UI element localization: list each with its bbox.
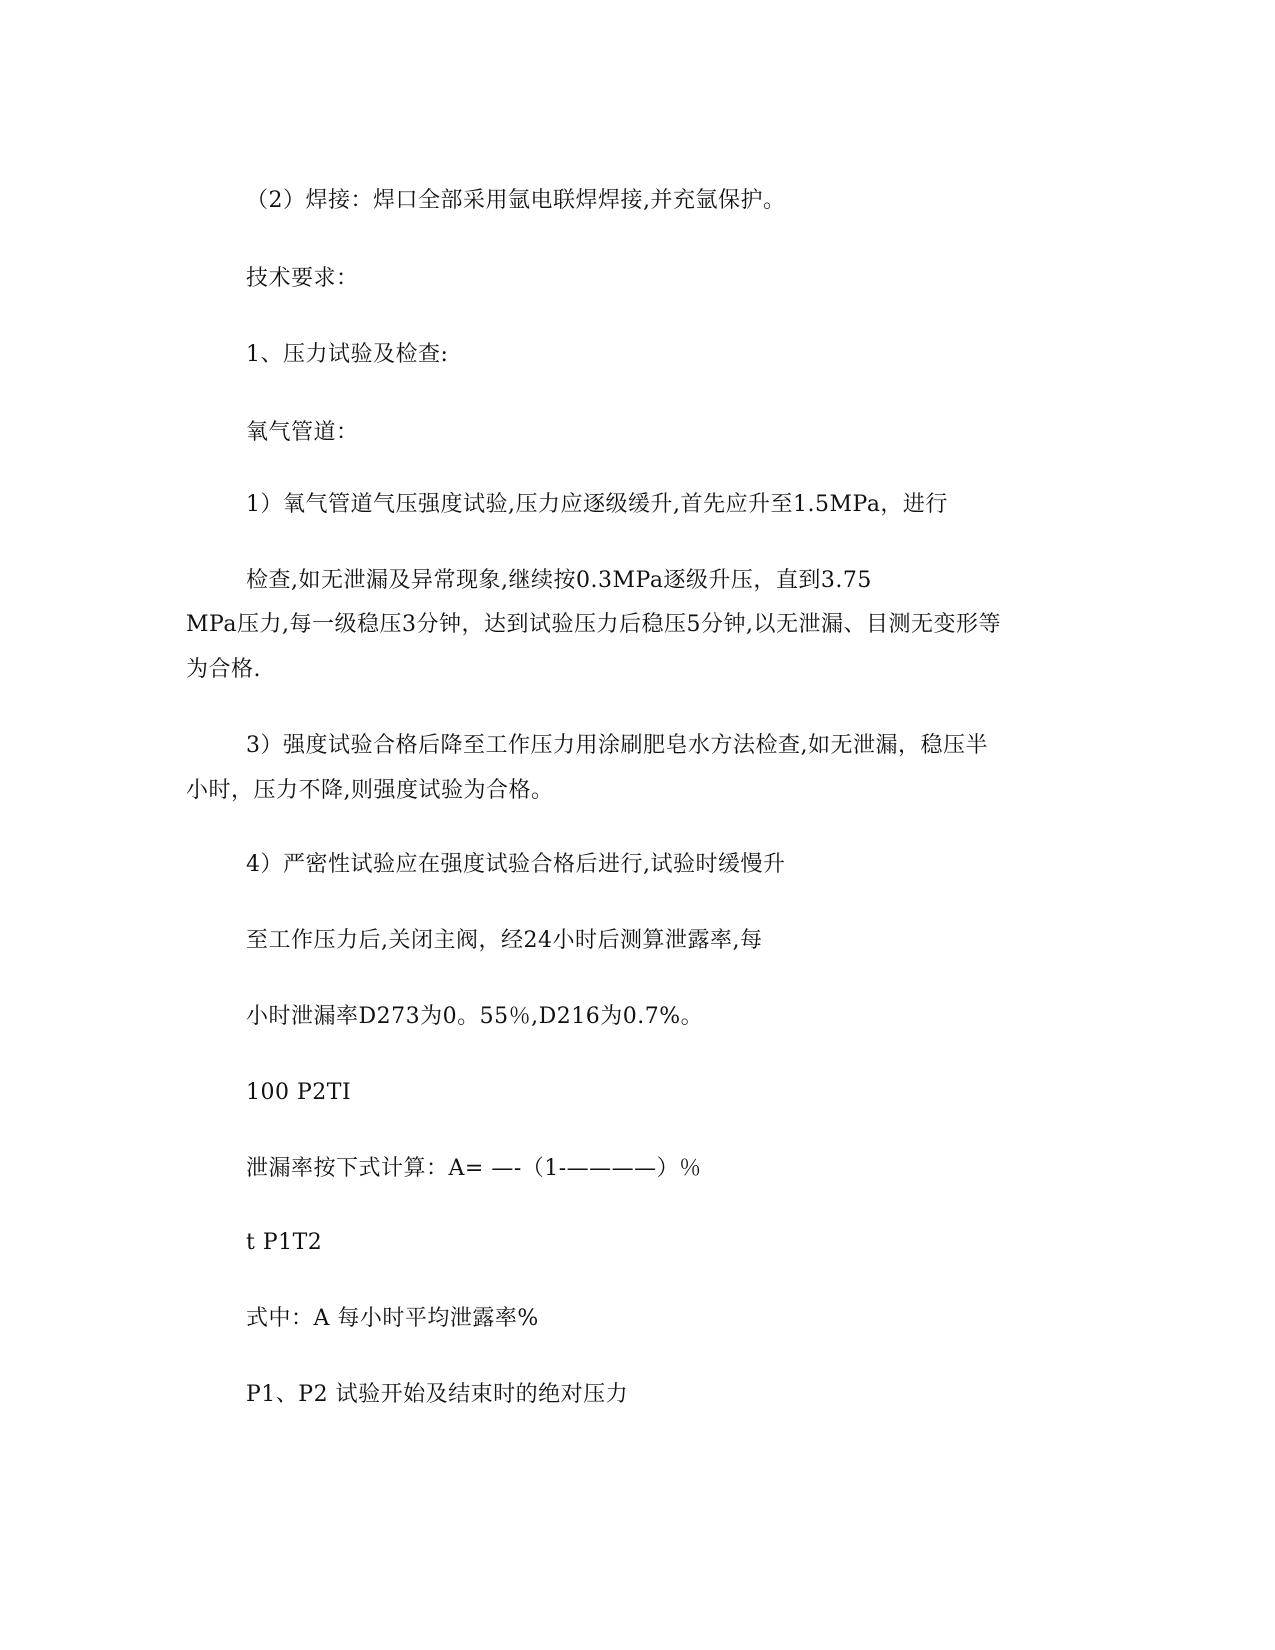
formula-line: 泄漏率按下式计算：A= —-（1-————）％ — [246, 1156, 702, 1181]
formula-denominator: t P1T2 — [246, 1230, 323, 1255]
step-1-line-1: 1）氧气管道气压强度试验,压力应逐级缓升,首先应升至1.5MPa，进行 — [246, 492, 948, 517]
pressure-test-heading: 1、压力试验及检查: — [246, 342, 449, 367]
step-1-line-3: MPa压力,每一级稳压3分钟，达到试验压力后稳压5分钟,以无泄漏、目测无变形等 — [186, 612, 1001, 637]
step-4-line-1: 4）严密性试验应在强度试验合格后进行,试验时缓慢升 — [246, 852, 786, 877]
step-3-line-2: 小时，压力不降,则强度试验为合格。 — [186, 778, 554, 803]
step-1-line-4: 为合格. — [186, 657, 261, 682]
formula-definition-a: 式中：A 每小时平均泄露率% — [246, 1306, 539, 1331]
step-4-line-3: 小时泄漏率D273为0。55％,D216为0.7%。 — [246, 1004, 704, 1029]
step-3-line-1: 3）强度试验合格后降至工作压力用涂刷肥皂水方法检查,如无泄漏，稳压半 — [246, 733, 988, 758]
step-4-line-2: 至工作压力后,关闭主阀，经24小时后测算泄露率,每 — [246, 928, 763, 953]
technical-requirements-heading: 技术要求： — [246, 266, 359, 291]
oxygen-pipeline-heading: 氧气管道： — [246, 420, 359, 445]
formula-definition-p: P1、P2 试验开始及结束时的绝对压力 — [246, 1382, 629, 1407]
step-1-line-2: 检查,如无泄漏及异常现象,继续按0.3MPa逐级升压，直到3.75 — [246, 568, 872, 593]
formula-numerator: 100 P2TI — [246, 1080, 352, 1105]
welding-paragraph: （2）焊接：焊口全部采用氩电联焊焊接,并充氩保护。 — [246, 188, 786, 213]
